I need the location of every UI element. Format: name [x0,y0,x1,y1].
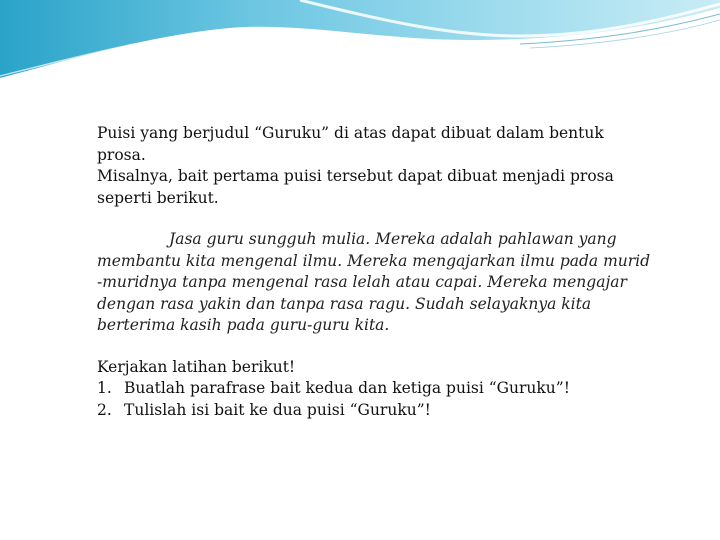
exercise-item-number: 2. [97,400,112,419]
exercise-item-text: Buatlah parafrase bait kedua dan ketiga puisi “Guruku”! [124,379,570,397]
spacer [97,209,657,229]
exercise-item [97,378,657,400]
exercise-item-number: 1. [97,379,112,397]
content-area [97,123,657,421]
prosa-text: Jasa guru sungguh mulia. Mereka adalah pahlawan yang membantu kita mengenal ilmu. Mereka mengajarkan ilmu pada murid -muridnya tanpa mengenal rasa lelah atau capai. Mereka mengajar dengan rasa yakin dan tanpa rasa ragu. Sudah selayaknya kita berterima kasih pada guru-guru kita. [97,230,651,334]
intro-line-2: Misalnya, bait pertama puisi tersebut dapat dibuat menjadi prosa seperti berikut. [97,167,614,207]
exercise-item-text: Tulislah isi bait ke dua puisi “Guruku”! [124,400,431,419]
intro-line-1: Puisi yang berjudul “Guruku” di atas dapat dibuat dalam bentuk prosa. [97,124,604,164]
prosa-paragraph [97,229,657,337]
exercise-heading: Kerjakan latihan berikut! [97,357,296,376]
exercise-item [97,400,657,422]
header-wave-decoration [0,0,720,90]
spacer [97,337,657,357]
